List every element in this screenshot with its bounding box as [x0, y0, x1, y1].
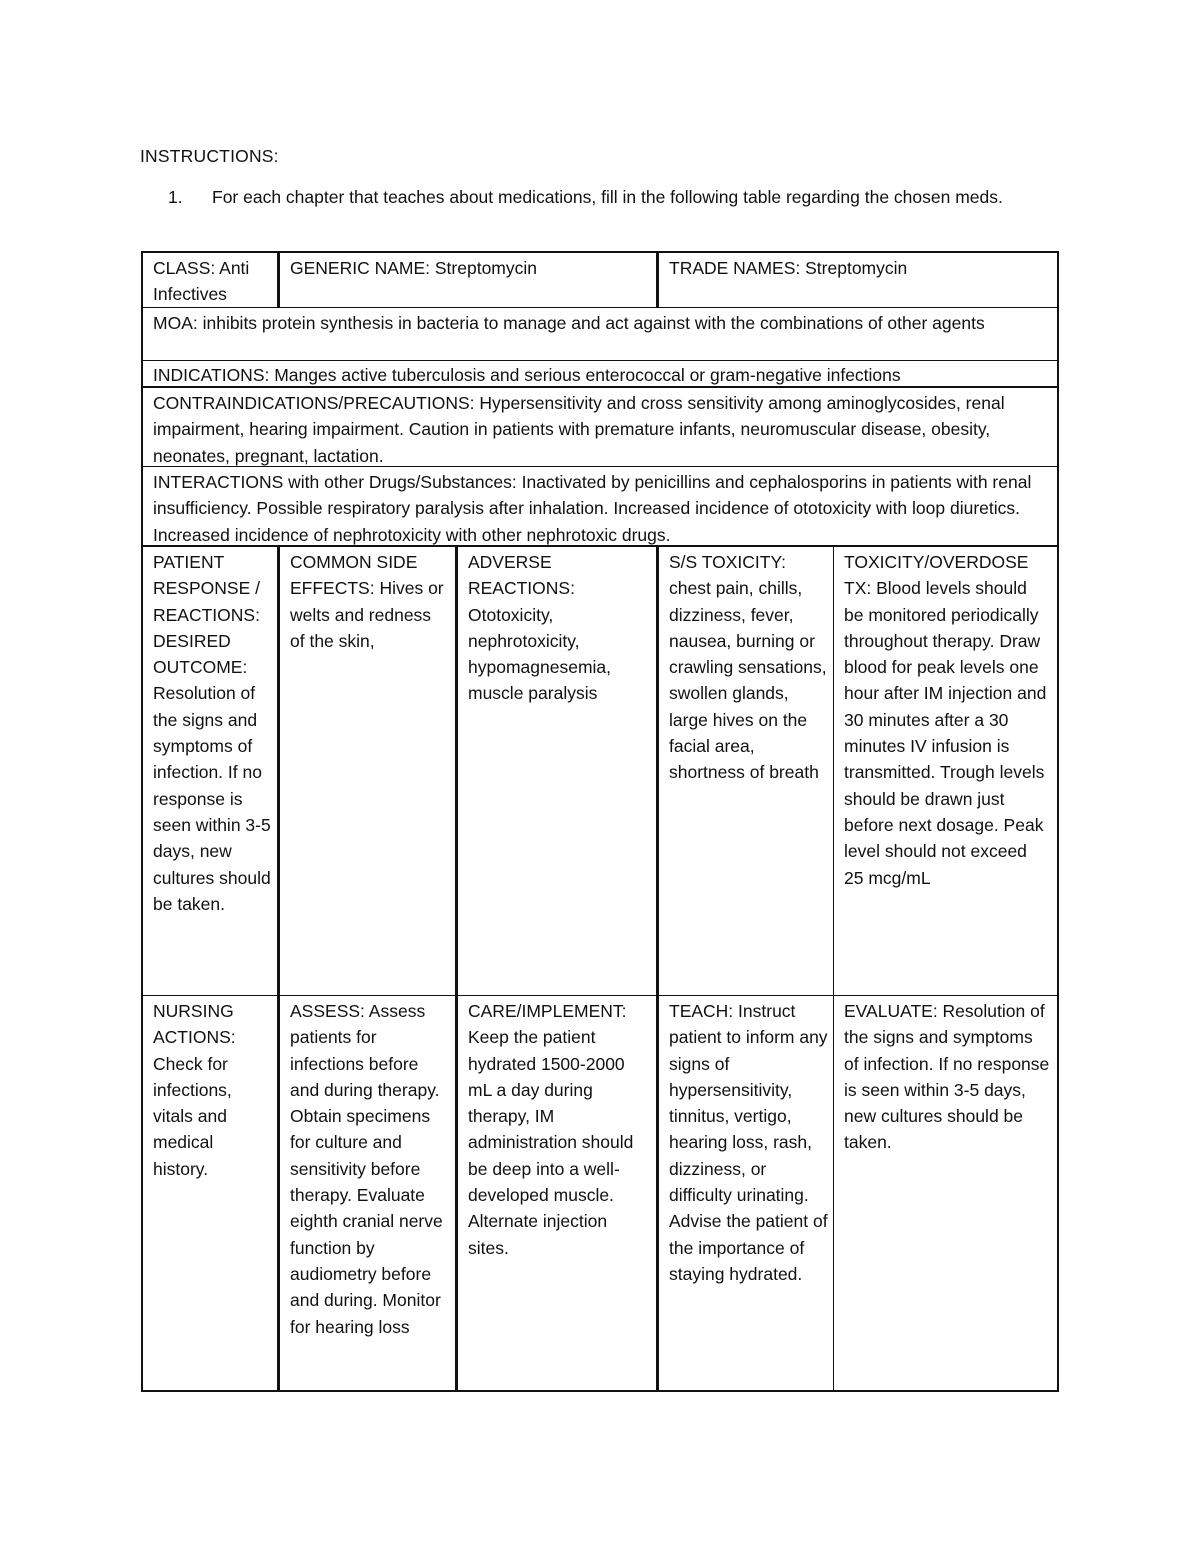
care-implement-cell: CARE/IMPLEMENT: Keep the patient hydrated 1500-2000 mL a day during therapy, IM administration should be deep into a well-developed muscle. Alternate injection sites. — [455, 996, 656, 1390]
teach-cell: TEACH: Instruct patient to inform any signs of hypersensitivity, tinnitus, vertigo, hearing loss, rash, dizziness, or difficulty urinating. Advise the patient of the importance of staying hydrated. — [656, 996, 833, 1390]
instructions-heading: INSTRUCTIONS: — [140, 146, 279, 166]
nursing-actions-cell: NURSING ACTIONS: Check for infections, vitals and medical history. — [153, 1001, 236, 1179]
table-row-moa — [143, 308, 1057, 361]
common-side-effects-cell: COMMON SIDE EFFECTS: Hives or welts and redness of the skin, — [277, 547, 455, 995]
table-row-contraindications — [143, 388, 1057, 467]
class-cell: CLASS: Anti Infectives — [153, 258, 250, 305]
adverse-reactions-cell: ADVERSE REACTIONS: Ototoxicity, nephrotoxicity, hypomagnesemia, muscle paralysis — [455, 547, 656, 995]
generic-name-cell: GENERIC NAME: Streptomycin — [277, 253, 656, 307]
table-row-names — [143, 253, 1057, 308]
assess-cell: ASSESS: Assess patients for infections before and during therapy. Obtain specimens for culture and sensitivity before therapy. Evaluate eighth cranial nerve function by audiometry before and during. Monitor for hearing loss — [277, 996, 455, 1390]
trade-names-cell: TRADE NAMES: Streptomycin — [656, 253, 1057, 307]
instruction-text: For each chapter that teaches about medications, fill in the following table regarding the chosen meds. — [212, 187, 1003, 207]
table-row-patient-response — [143, 547, 1057, 996]
table-row-interactions — [143, 467, 1057, 547]
toxicity-overdose-cell: TOXICITY/OVERDOSE TX: Blood levels should be monitored periodically throughout therapy. Draw blood for peak levels one hour after IM injection and 30 minutes after a 30 minutes IV infusion is transmitted. Trough levels should be drawn just before next dosage. Peak level should not exceed 25 mcg/mL — [833, 547, 1057, 995]
medication-table — [141, 251, 1059, 1392]
table-row-indications — [143, 361, 1057, 388]
indications-cell: INDICATIONS: Manges active tuberculosis and serious enterococcal or gram-negative infections — [153, 365, 901, 385]
evaluate-cell: EVALUATE: Resolution of the signs and symptoms of infection. If no response is seen within 3-5 days, new cultures should be taken. — [833, 996, 1057, 1390]
contraindications-cell: CONTRAINDICATIONS/PRECAUTIONS: Hypersensitivity and cross sensitivity among aminoglycosides, renal impairment, hearing impairment. Caution in patients with premature infants, neuromuscular disease, obesity, neonates, pregnant, lactation. — [153, 393, 1005, 466]
ss-toxicity-cell: S/S TOXICITY: chest pain, chills, dizziness, fever, nausea, burning or crawling sensations, swollen glands, large hives on the facial area, shortness of breath — [656, 547, 833, 995]
patient-response-cell: PATIENT RESPONSE / REACTIONS: DESIRED OUTCOME: Resolution of the signs and symptoms of infection. If no response is seen within 3-5 days, new cultures should be taken. — [153, 552, 271, 914]
interactions-cell: INTERACTIONS with other Drugs/Substances: Inactivated by penicillins and cephalosporins in patients with renal insufficiency. Possible respiratory paralysis after inhalation. Increased incidence of ototoxicity with loop diuretics. Increased incidence of nephrotoxicity with other nephrotoxic drugs. — [153, 472, 1032, 545]
table-row-nursing — [143, 996, 1057, 1390]
moa-cell: MOA: inhibits protein synthesis in bacteria to manage and act against with the combinations of other agents — [153, 313, 985, 333]
instruction-number: 1. — [168, 187, 183, 207]
